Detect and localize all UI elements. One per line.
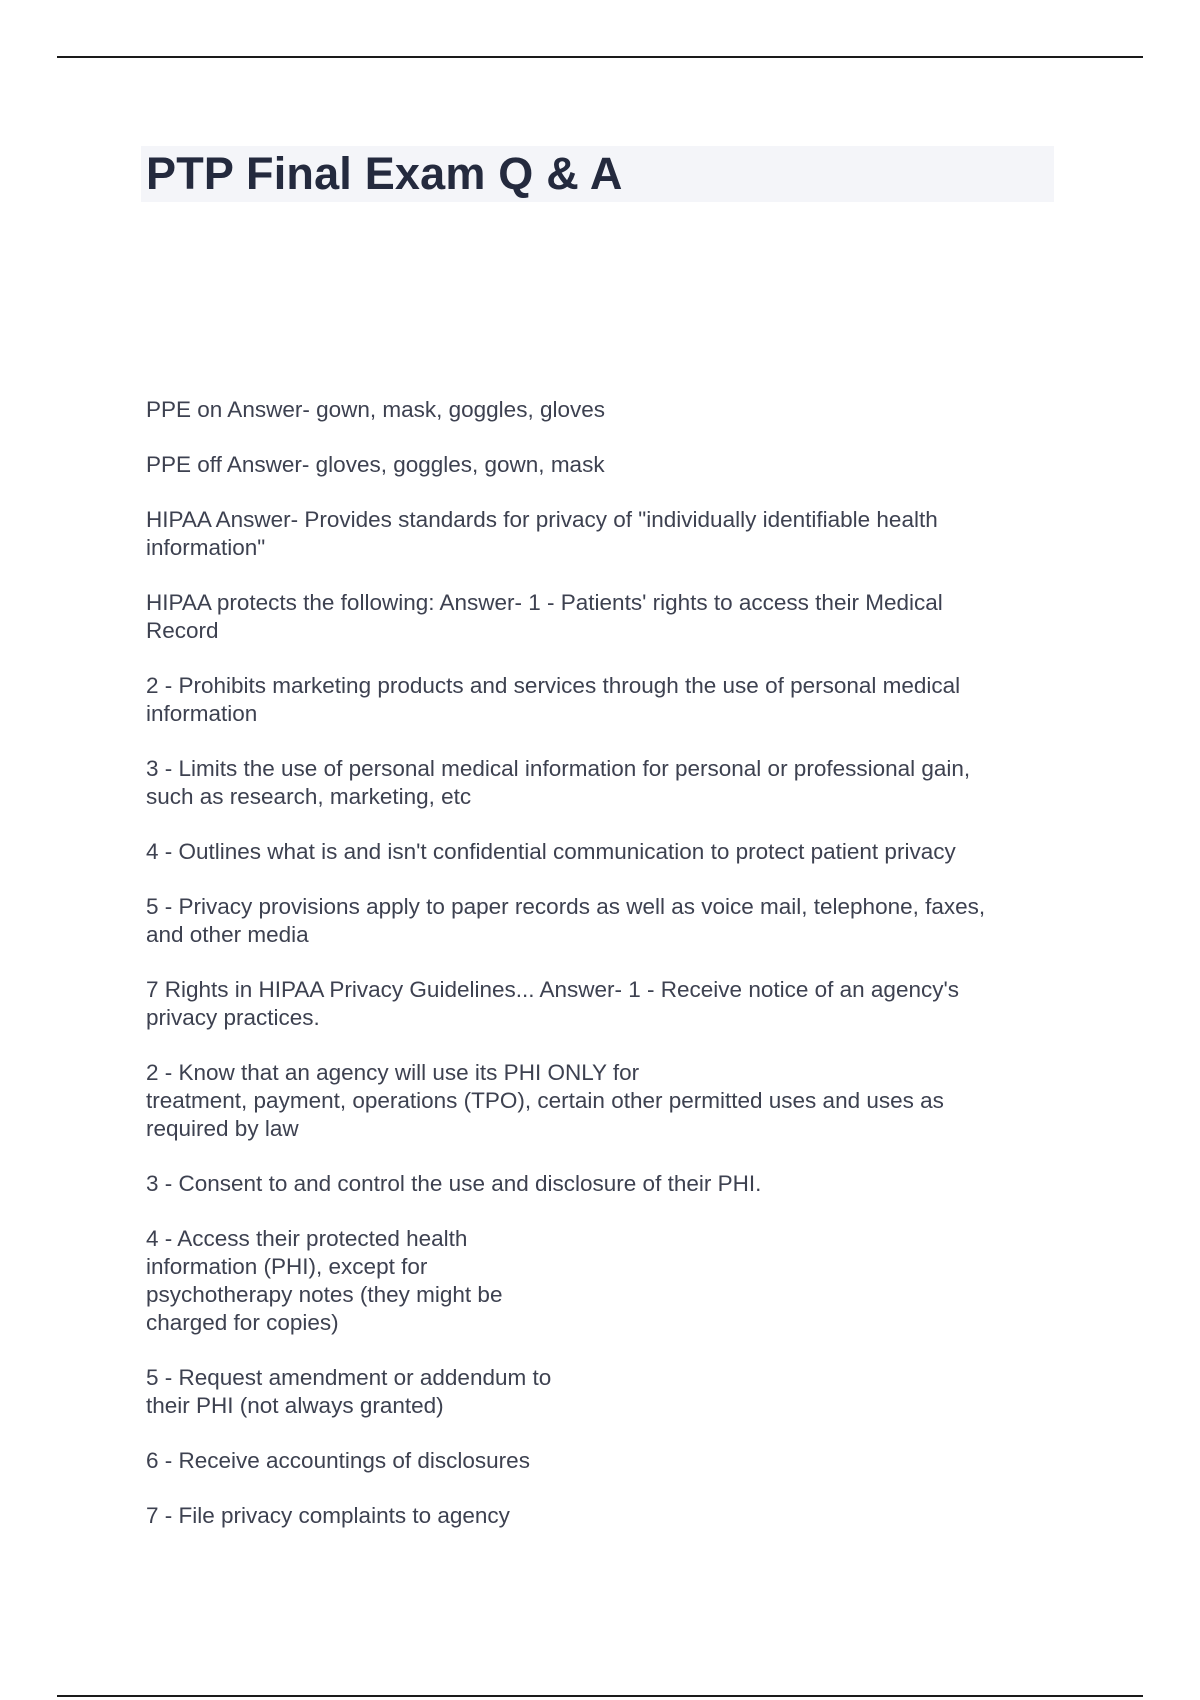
- qa-item: PPE on Answer- gown, mask, goggles, gloves: [146, 397, 605, 422]
- top-divider: [57, 56, 1143, 58]
- qa-item: 7 Rights in HIPAA Privacy Guidelines... Answer- 1 - Receive notice of an agency's privacy practices.: [146, 977, 960, 1030]
- qa-item: 3 - Consent to and control the use and disclosure of their PHI.: [146, 1171, 762, 1196]
- qa-item: 5 - Privacy provisions apply to paper records as well as voice mail, telephone, faxes, and other media: [146, 894, 986, 947]
- qa-item: 4 - Outlines what is and isn't confidential communication to protect patient privacy: [146, 839, 956, 864]
- qa-item: 2 - Know that an agency will use its PHI ONLY for treatment, payment, operations (TPO), certain other permitted uses and uses as required by law: [146, 1060, 944, 1141]
- qa-item: 3 - Limits the use of personal medical information for personal or professional gain, such as research, marketing, etc: [146, 756, 971, 809]
- qa-item: 7 - File privacy complaints to agency: [146, 1503, 510, 1528]
- qa-item: HIPAA protects the following: Answer- 1 - Patients' rights to access their Medical Record: [146, 590, 943, 643]
- qa-item: 4 - Access their protected health information (PHI), except for psychotherapy notes (they might be charged for copies): [146, 1226, 503, 1335]
- qa-item: PPE off Answer- gloves, goggles, gown, mask: [146, 452, 605, 477]
- qa-item: 6 - Receive accountings of disclosures: [146, 1448, 530, 1473]
- qa-item: 5 - Request amendment or addendum to their PHI (not always granted): [146, 1365, 552, 1418]
- bottom-divider: [57, 1695, 1143, 1697]
- qa-item: HIPAA Answer- Provides standards for privacy of "individually identifiable health information": [146, 507, 938, 560]
- page-title: PTP Final Exam Q & A: [146, 148, 623, 199]
- qa-list: [146, 396, 1076, 1557]
- qa-item: 2 - Prohibits marketing products and services through the use of personal medical information: [146, 673, 961, 726]
